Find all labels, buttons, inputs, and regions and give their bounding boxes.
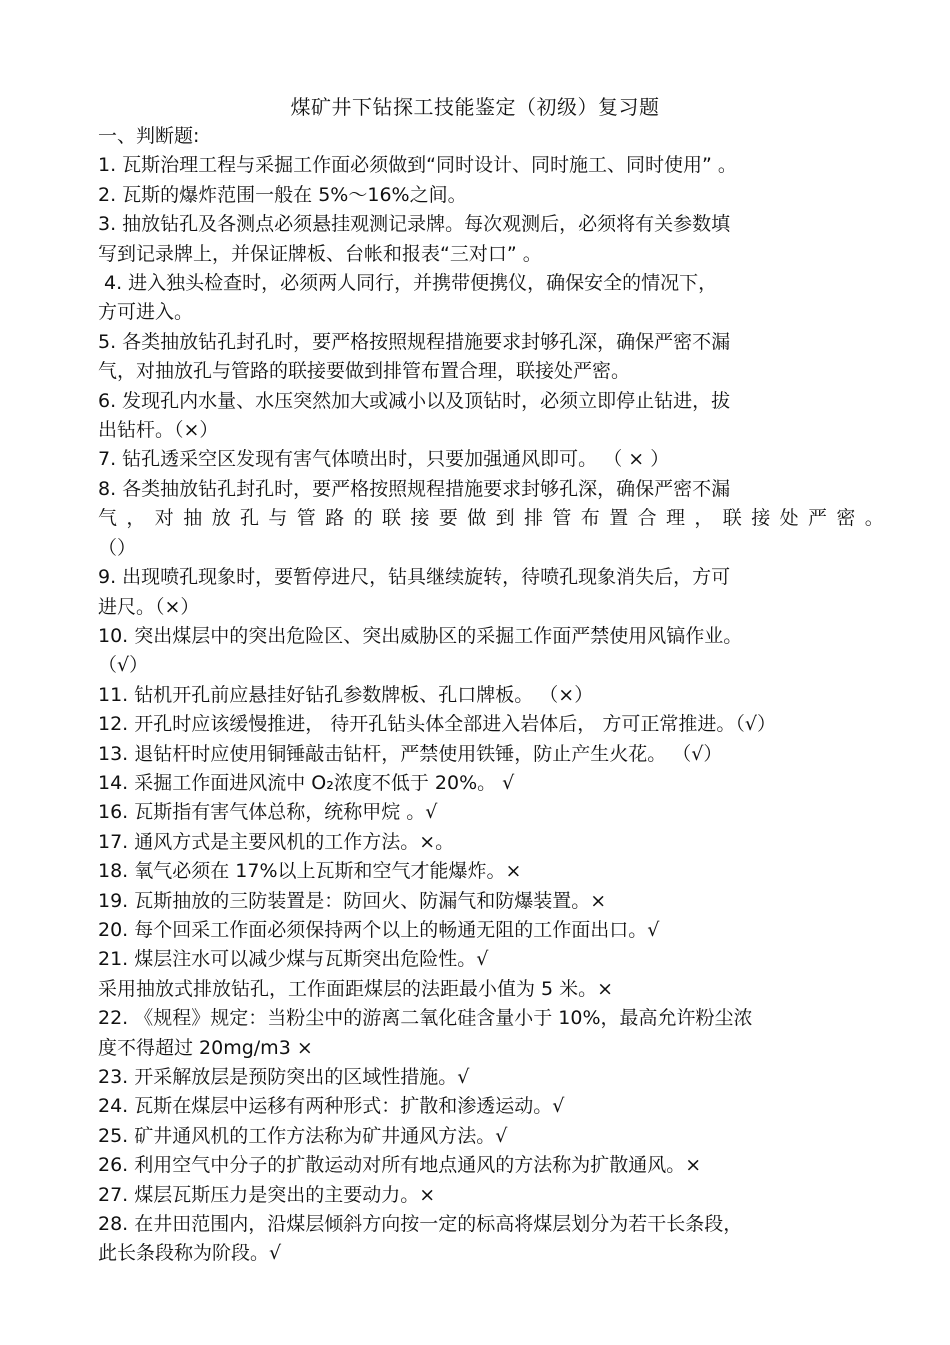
question-line: 18. 氧气必须在 17%以上瓦斯和空气才能爆炸。×	[98, 860, 522, 883]
question-line: 16. 瓦斯指有害气体总称，统称甲烷 。√	[98, 801, 438, 824]
question-line: 22. 《规程》规定：当粉尘中的游离二氧化硅含量小于 10%，最高允许粉尘浓	[98, 1007, 753, 1030]
question-line: 进尺。（×）	[98, 595, 200, 618]
question-line: 度不得超过 20mg/m3 ×	[98, 1036, 313, 1059]
question-line: 方可进入。	[98, 301, 194, 324]
question-line: 8. 各类抽放钻孔封孔时，要严格按照规程措施要求封够孔深，确保严密不漏	[98, 477, 731, 500]
question-line: 4. 进入独头检查时，必须两人同行，并携带便携仪，确保安全的情况下，	[104, 272, 718, 295]
document-body	[98, 122, 894, 1269]
question-line: 7. 钻孔透采空区发现有害气体喷出时，只要加强通风即可。 （ × ）	[98, 448, 670, 471]
question-line: 写到记录牌上，并保证牌板、台帐和报表“三对口” 。	[98, 242, 542, 265]
question-line: 1. 瓦斯治理工程与采掘工作面必须做到“同时设计、同时施工、同时使用” 。	[98, 154, 737, 177]
question-line: 24. 瓦斯在煤层中运移有两种形式：扩散和渗透运动。√	[98, 1095, 565, 1118]
question-line: 20. 每个回采工作面必须保持两个以上的畅通无阻的工作面出口。√	[98, 918, 660, 941]
question-line: 9. 出现喷孔现象时，要暂停进尺，钻具继续旋转，待喷孔现象消失后，方可	[98, 566, 731, 589]
question-line: 采用抽放式排放钻孔，工作面距煤层的法距最小值为 5 米。×	[98, 977, 614, 1000]
document-title: 煤矿井下钻探工技能鉴定（初级）复习题	[290, 95, 660, 119]
question-line: 11. 钻机开孔前应悬挂好钻孔参数牌板、孔口牌板。 （×）	[98, 683, 594, 706]
question-line: 10. 突出煤层中的突出危险区、突出威胁区的采掘工作面严禁使用风镐作业。	[98, 624, 743, 647]
question-line: 5. 各类抽放钻孔封孔时，要严格按照规程措施要求封够孔深，确保严密不漏	[98, 330, 731, 353]
question-line: 出钻杆。（×）	[98, 419, 219, 442]
question-line: 14. 采掘工作面进风流中 O₂浓度不低于 20%。 √	[98, 771, 515, 794]
question-line: 26. 利用空气中分子的扩散运动对所有地点通风的方法称为扩散通风。×	[98, 1154, 702, 1177]
section-heading: 一、判断题:	[98, 125, 200, 147]
question-line: 13. 退钻杆时应使用铜锤敲击钻杆，严禁使用铁锤，防止产生火花。 （√）	[98, 742, 723, 765]
question-line: 19. 瓦斯抽放的三防装置是：防回火、防漏气和防爆装置。×	[98, 889, 607, 912]
question-line: 21. 煤层注水可以减少煤与瓦斯突出危险性。√	[98, 948, 489, 971]
question-line: 2. 瓦斯的爆炸范围一般在 5%～16%之间。	[98, 183, 467, 206]
question-line: 17. 通风方式是主要风机的工作方法。×。	[98, 830, 455, 853]
question-line: 12. 开孔时应该缓慢推进， 待开孔钻头体全部进入岩体后， 方可正常推进。（√）	[98, 713, 776, 736]
question-line: 气，对抽放孔与管路的联接要做到排管布置合理，联接处严密。	[98, 360, 631, 383]
question-line: 6. 发现孔内水量、水压突然加大或减小以及顶钻时，必须立即停止钻进，拔	[98, 389, 731, 412]
question-line: （）	[98, 536, 137, 559]
question-line: 27. 煤层瓦斯压力是突出的主要动力。×	[98, 1183, 436, 1206]
question-line: 23. 开采解放层是预防突出的区域性措施。√	[98, 1066, 470, 1088]
question-line: 28. 在井田范围内，沿煤层倾斜方向按一定的标高将煤层划分为若干长条段，	[98, 1213, 743, 1236]
question-line: 3. 抽放钻孔及各测点必须悬挂观测记录牌。每次观测后，必须将有关参数填	[98, 213, 731, 236]
question-line: 气，对抽放孔与管路的联接要做到排管布置合理，联接处严密。	[98, 507, 894, 530]
question-line: （√）	[98, 654, 149, 677]
question-line: 25. 矿井通风机的工作方法称为矿井通风方法。√	[98, 1124, 508, 1147]
question-line: 此长条段称为阶段。√	[98, 1242, 282, 1265]
